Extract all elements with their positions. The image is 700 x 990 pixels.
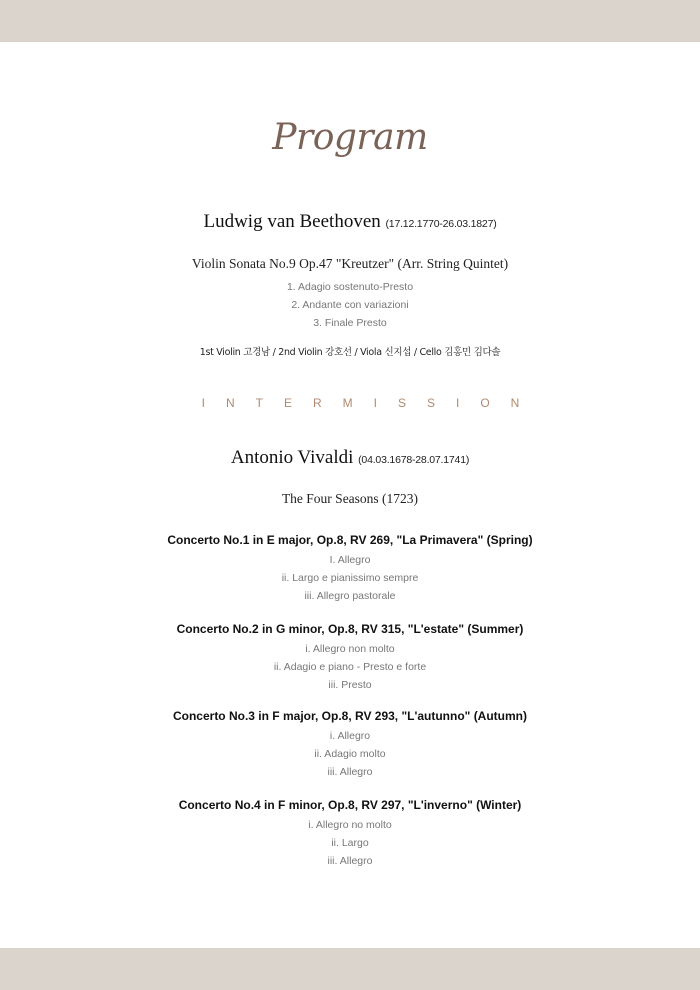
movement: 2. Andante con variazioni (291, 299, 409, 311)
movement: i. Allegro (329, 730, 371, 742)
top-band (0, 0, 700, 42)
composer-dates: (17.12.1770-26.03.1827) (385, 218, 497, 230)
movement: i. Allegro non molto (305, 643, 395, 655)
performers: 1st Violin 고경남 / 2nd Violin 강호선 / Viola 신지섭 / Cello 김홍민 김다솔 (199, 347, 501, 358)
composer-name: Antonio Vivaldi (230, 447, 354, 468)
movement: iii. Allegro (327, 855, 373, 867)
movement: I. Allegro (329, 554, 371, 566)
movement: iii. Presto (328, 679, 372, 691)
movement: ii. Adagio e piano - Presto e forte (273, 661, 427, 673)
concerto-title: Concerto No.1 in E major, Op.8, RV 269, "La Primavera" (Spring) (167, 533, 533, 547)
movement: iii. Allegro pastorale (304, 590, 396, 602)
movement: ii. Adagio molto (314, 748, 386, 760)
bottom-band (0, 948, 700, 990)
composer-vivaldi (0, 446, 700, 472)
intermission: INTERMISSION (201, 396, 541, 410)
movement: ii. Largo e pianissimo sempre (281, 572, 419, 584)
concerto-title: Concerto No.3 in F major, Op.8, RV 293, "L'autunno" (Autumn) (172, 709, 528, 723)
composer-name: Ludwig van Beethoven (203, 211, 381, 232)
composer-dates: (04.03.1678-28.07.1741) (358, 454, 470, 466)
work-title: The Four Seasons (1723) (281, 491, 419, 506)
concerto-title: Concerto No.4 in F minor, Op.8, RV 297, "L'inverno" (Winter) (178, 798, 522, 812)
movement: i. Allegro no molto (308, 819, 392, 831)
movement: iii. Allegro (327, 766, 373, 778)
work-title: Violin Sonata No.9 Op.47 "Kreutzer" (Arr. String Quintet) (191, 256, 509, 271)
composer-beethoven (0, 210, 700, 236)
movement: 3. Finale Presto (313, 317, 387, 329)
concerto-title: Concerto No.2 in G minor, Op.8, RV 315, "L'estate" (Summer) (176, 622, 524, 636)
program-title: Program (272, 117, 428, 158)
movement: ii. Largo (331, 837, 369, 849)
movement: 1. Adagio sostenuto-Presto (286, 281, 414, 293)
